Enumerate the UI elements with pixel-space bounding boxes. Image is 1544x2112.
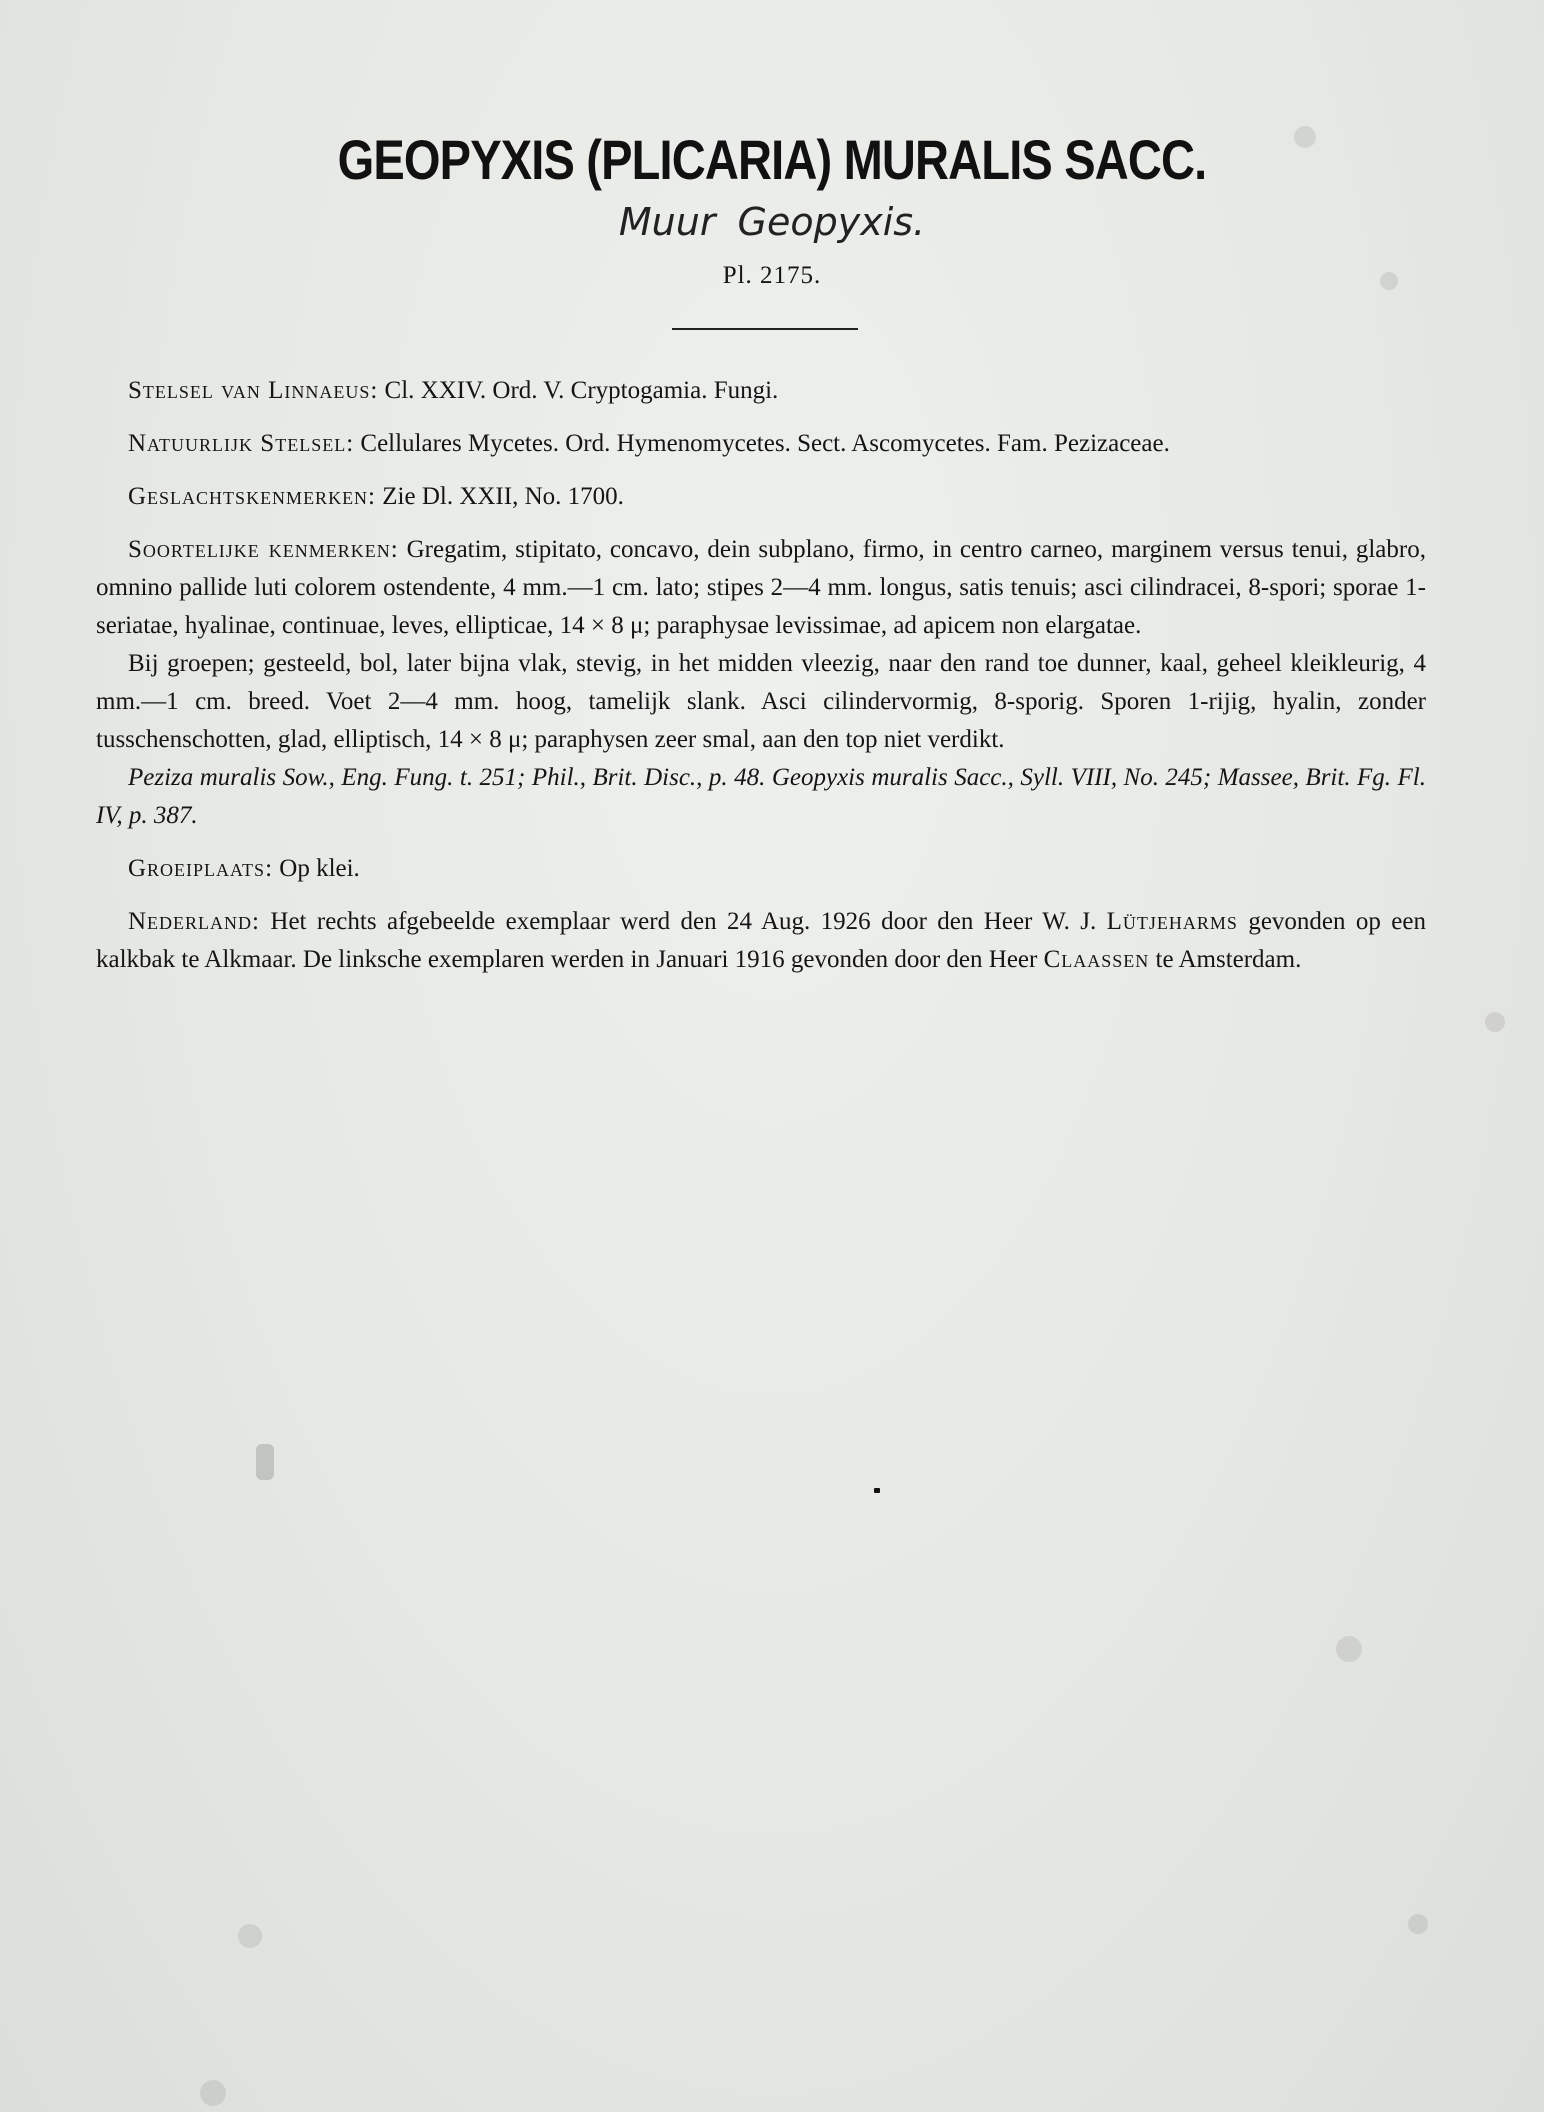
netherlands-paragraph <box>96 903 1426 979</box>
natural-system-text: Cellulares Mycetes. Ord. Hymenomycetes. Sect. Ascomycetes. Fam. Pezizaceae. <box>354 430 1170 457</box>
habitat-paragraph <box>96 850 1426 888</box>
netherlands-text-1: Het rechts afgebeelde exemplaar werd den 24 Aug. 1926 door den Heer W. J. <box>260 908 1107 935</box>
title-divider <box>672 328 858 330</box>
species-label: Soortelijke kenmerken: <box>128 536 399 563</box>
paper-speck <box>200 2080 226 2106</box>
netherlands-label: Nederland: <box>128 908 260 935</box>
genus-paragraph <box>96 478 1426 516</box>
document-header <box>0 128 1544 292</box>
common-name: Muur Geopyxis. <box>618 200 926 244</box>
natural-system-label: Natuurlijk Stelsel: <box>128 430 355 457</box>
linnaeus-label: Stelsel van Linnaeus: <box>128 377 379 404</box>
natural-system-paragraph <box>96 425 1426 463</box>
collector-name-1: Lütjeharms <box>1106 908 1238 935</box>
paper-speck <box>1408 1914 1428 1934</box>
dutch-description: Bij groepen; gesteeld, bol, later bijna vlak, stevig, in het midden vleezig, naar den rand toe dunner, kaal, geheel kleikleurig, 4 mm.—1 cm. breed. Voet 2—4 mm. hoog, tamelijk slank. Asci cilindervormig, 8-sporig. Sporen 1-rijig, hyalin, zonder tusschenschotten, glad, elliptisch, 14 × 8 μ; paraphysen zeer smal, aan den top niet verdikt. <box>96 650 1426 753</box>
description-body <box>96 372 1426 994</box>
ink-dot <box>874 1488 880 1493</box>
paper-speck <box>1485 1012 1505 1032</box>
linnaeus-paragraph <box>96 372 1426 410</box>
plate-number: Pl. 2175. <box>722 262 822 289</box>
species-paragraph <box>96 531 1426 645</box>
paper-speck <box>1336 1636 1362 1662</box>
species-title: GEOPYXIS (PLICARIA) MURALIS SACC. <box>337 128 1207 191</box>
linnaeus-text: Cl. XXIV. Ord. V. Cryptogamia. Fungi. <box>378 377 779 404</box>
references-paragraph: Peziza muralis Sow., Eng. Fung. t. 251; Phil., Brit. Disc., p. 48. Geopyxis muralis Sacc., Syll. VIII, No. 245; Massee, Brit. Fg. Fl. IV, p. 387. <box>96 764 1426 829</box>
netherlands-text-2: gevonden op een kalkbak te Alkmaar. De linksche exemplaren werden in Januari 1916 gevonden door den Heer <box>96 908 1426 973</box>
genus-label: Geslachtskenmerken: <box>128 483 377 510</box>
genus-text: Zie Dl. XXII, No. 1700. <box>376 483 624 510</box>
netherlands-text-3: te Amsterdam. <box>1149 946 1302 973</box>
habitat-text: Op klei. <box>273 855 360 882</box>
paper-speck <box>256 1444 274 1480</box>
habitat-label: Groeiplaats: <box>128 855 274 882</box>
collector-name-2: Claassen <box>1043 946 1150 973</box>
species-text: Gregatim, stipitato, concavo, dein subplano, firmo, in centro carneo, marginem versus tenui, glabro, omnino pallide luti colorem ostendente, 4 mm.—1 cm. lato; stipes 2—4 mm. longus, satis tenuis; asci cilindracei, 8-spori; sporae 1-seriatae, hyalinae, continuae, leves, ellipticae, 14 × 8 μ; paraphysae levissimae, ad apicem non elargatae. <box>96 536 1426 639</box>
paper-speck <box>238 1924 262 1948</box>
